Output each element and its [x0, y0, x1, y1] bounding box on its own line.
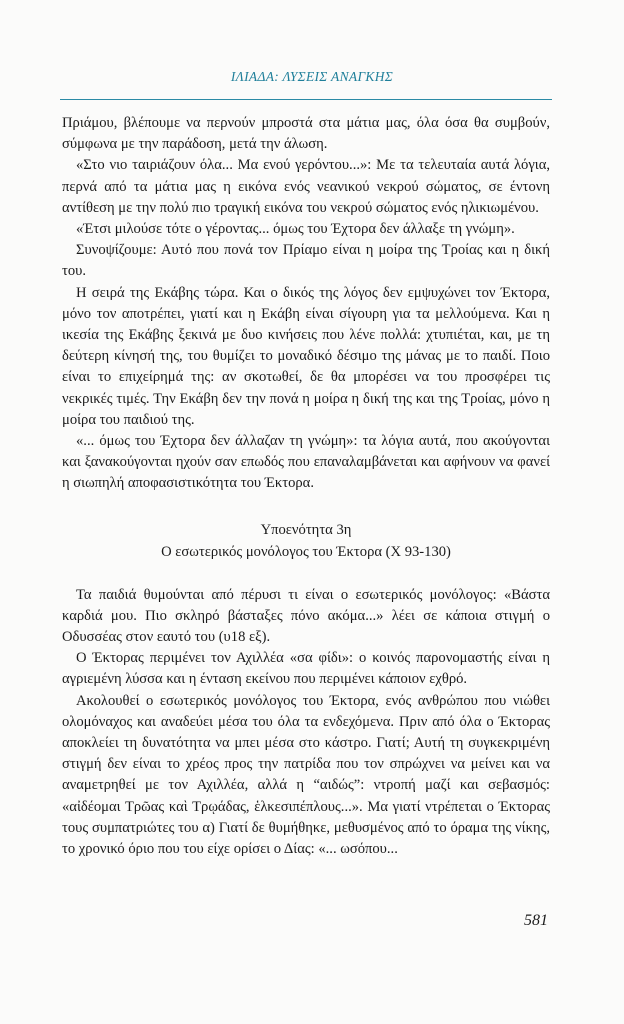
section-title: Ο εσωτερικός μονόλογος του Έκτορα (Χ 93-130)	[161, 543, 451, 560]
paragraph: Ο Έκτορας περιμένει τον Αχιλλέα «σα φίδι»: ο κοινός παρονομαστής είναι η αγριεμένη λύσσα και η ένταση εκείνου που περιμένει κάποιον εχθρό.	[62, 650, 550, 688]
paragraph: Τα παιδιά θυμούνται από πέρυσι τι είναι ο εσωτερικός μονόλογος: «Βάστα καρδιά μου. Πιο σκληρό βάσταξες πόνο ακόμα...» λέει σε κάποια στιγμή ο Οδυσσέας στον εαυτό του (υ18 εξ).	[62, 586, 550, 646]
running-head: ΙΛΙΑΔΑ: ΛΥΣΕΙΣ ΑΝΑΓΚΗΣ	[230, 69, 394, 84]
paragraph: Πριάμου, βλέπουμε να περνούν μπροστά στα μάτια μας, όλα όσα θα συμβούν, σύμφωνα με την παράδοση, μετά την άλωση.	[62, 115, 550, 153]
section-label: Υποενότητα 3η	[260, 521, 352, 538]
paragraph: Συνοψίζουμε: Αυτό που πονά τον Πρίαμο είναι η μοίρα της Τροίας και η δική του.	[62, 242, 550, 280]
page-body	[62, 113, 550, 860]
header-rule	[60, 99, 552, 100]
paragraph: «Έτσι μιλούσε τότε ο γέροντας... όμως του Έχτορα δεν άλλαξε τη γνώμη».	[76, 221, 515, 238]
page-number: 581	[524, 912, 548, 929]
paragraph: Ακολουθεί ο εσωτερικός μονόλογος του Έκτορα, ενός ανθρώπου που νιώθει ολομόναχος και αναδεύει μέσα του όλα τα ενδεχόμενα. Πριν από όλα ο Έκτορας αποκλείει τη δυνατότητα να μπει μέσα στο κάστρο. Γιατί; Αυτή τη συγκεκριμένη στιγμή δεν είναι το χρέος προς την πατρίδα που τον σπρώχνει να μείνει και να αναμετρηθεί με τον Αχιλλέα, αλλά η “αιδώς”: ντροπή μαζί και σεβασμός: «αἰδέομαι Τρῶας καὶ Τρῳάδας, ἑλκεσιπέπλους...». Μα γιατί ντρέπεται ο Έκτορας τους συμπατριώτες του α) Γιατί δε θυμήθηκε, μεθυσμένος από το όραμα της νίκης, το χρονικό όριο που του είχε ορίσει ο Δίας: «... ωσόπου...	[62, 692, 550, 858]
paragraph: Η σειρά της Εκάβης τώρα. Και ο δικός της λόγος δεν εμψυχώνει τον Έκτορα, μόνο τον αποτρέπει, γιατί και η Εκάβη είναι σίγουρη για τα μελλούμενα. Και η ικεσία της Εκάβης ξεκινά με δυο κινήσεις που λένε πολλά: χτυπιέται, και, με τη δεύτερη κίνησή της, του θυμίζει το μοναδικό δέσιμο της μάνας με το παιδί. Ποιο είναι το επιχείρημά της: αν σκοτωθεί, δε θα μπορέσει να του προσφέρει τις νεκρικές τιμές. Την Εκάβη δεν την πονά η μοίρα η δική της και της Τροίας, μόνο η μοίρα του παιδιού της.	[62, 284, 550, 428]
paragraph: «Στο νιο ταιριάζουν όλα... Μα ενού γερόντου...»: Με τα τελευταία αυτά λόγια, περνά από τα μάτια μας η εικόνα ενός νεανικού νεκρού σώματος, σε έντονη αντίθεση με την πολύ πιο τραγική εικόνα του νεκρού σώματος ενός ηλικιωμένου.	[62, 157, 550, 216]
paragraph: «... όμως του Έχτορα δεν άλλαζαν τη γνώμη»: τα λόγια αυτά, που ακούγονται και ξανακούγονται ηχούν σαν επωδός που επαναλαμβάνεται και αφήνουν να φανεί η σιωπηλή αποφασιστικότητα του Έκτορα.	[62, 433, 550, 492]
